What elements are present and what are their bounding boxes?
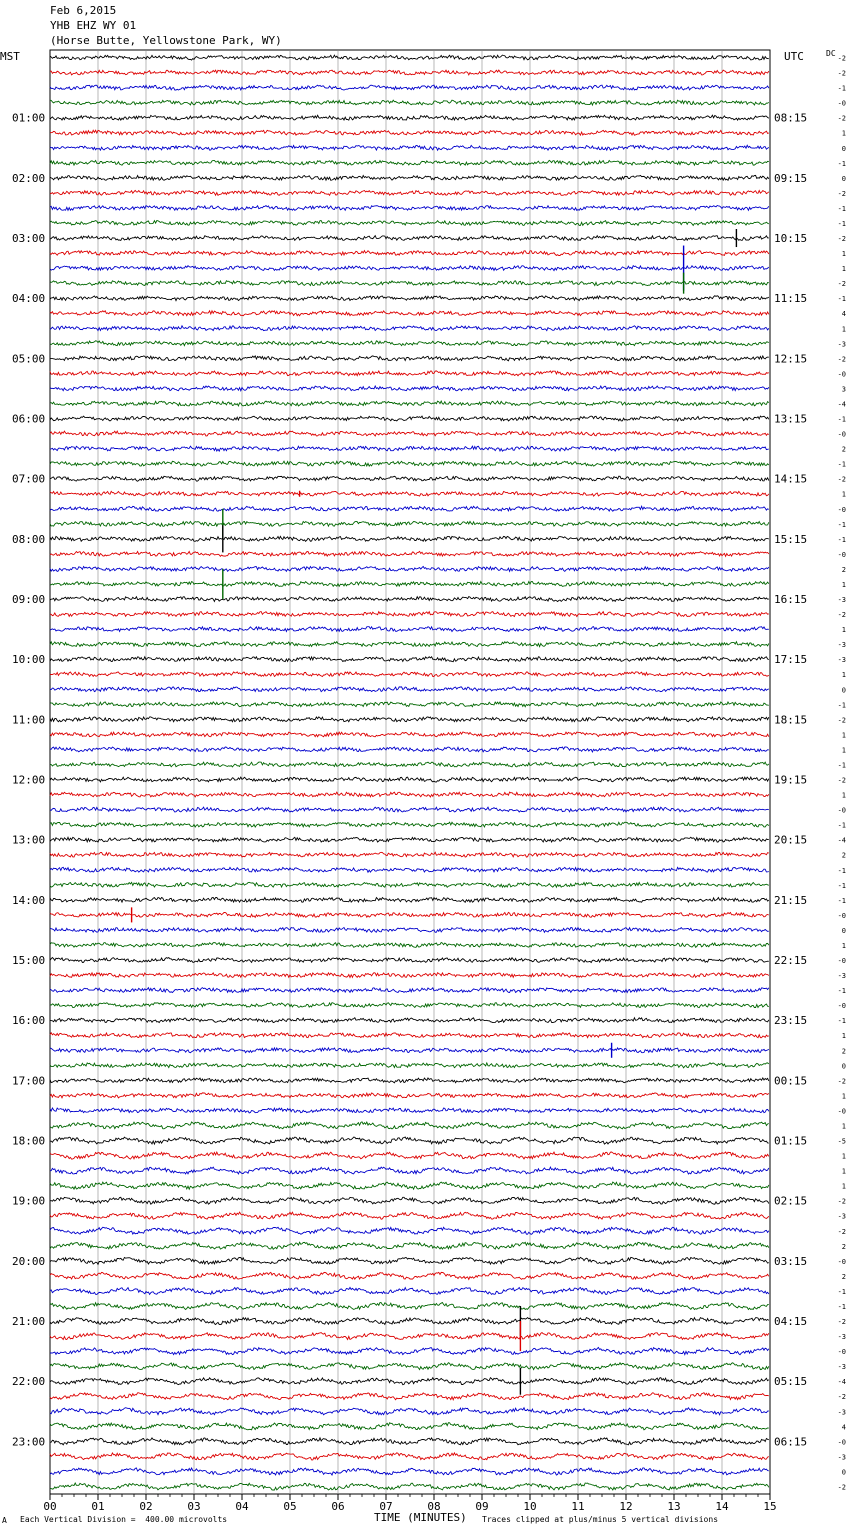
seismic-trace — [50, 717, 769, 722]
dc-offset-value: 2 — [841, 565, 846, 574]
station-code: YHB EHZ WY 01 — [50, 19, 137, 32]
left-hour-label: 08:00 — [12, 532, 46, 546]
dc-offset-value: 2 — [841, 445, 846, 454]
dc-offset-value: -0 — [837, 911, 846, 920]
seismic-trace — [50, 1483, 769, 1490]
seismic-trace — [50, 1048, 769, 1053]
seismic-trace — [50, 130, 769, 135]
left-hour-label: 06:00 — [12, 412, 46, 426]
right-hour-label: 05:15 — [774, 1375, 808, 1389]
seismic-trace — [50, 732, 769, 737]
dc-offset-value: -4 — [837, 1378, 846, 1387]
seismic-trace — [50, 822, 769, 827]
dc-offset-value: -1 — [837, 866, 846, 875]
dc-offset-value: -2 — [837, 114, 846, 123]
dc-offset-value: -2 — [837, 1318, 846, 1327]
dc-offset-value: 2 — [841, 1242, 846, 1251]
seismic-trace — [50, 100, 769, 105]
dc-offset-value: 2 — [841, 851, 846, 860]
right-hour-label: 03:15 — [774, 1254, 808, 1268]
right-hour-label: 08:15 — [774, 111, 808, 125]
right-timezone-label: UTC — [784, 50, 804, 63]
x-tick-label: 13 — [667, 1500, 681, 1513]
left-hour-label: 23:00 — [12, 1435, 46, 1449]
seismic-trace — [50, 612, 769, 617]
seismic-trace — [50, 1318, 769, 1325]
dc-offset-value: 1 — [841, 1092, 846, 1101]
dc-offset-value: -3 — [837, 656, 846, 665]
seismic-trace — [50, 461, 769, 466]
x-tick-label: 08 — [427, 1500, 441, 1513]
seismic-trace — [50, 1287, 769, 1294]
corner-mark: A — [2, 1516, 7, 1525]
left-hour-label: 11:00 — [12, 713, 46, 727]
seismic-trace — [50, 296, 769, 301]
dc-offset-header: DC — [826, 49, 836, 58]
x-tick-label: 15 — [763, 1500, 777, 1513]
seismic-trace — [50, 567, 769, 572]
seismic-trace — [50, 145, 769, 150]
seismic-trace — [50, 190, 769, 195]
dc-offset-value: -2 — [837, 69, 846, 78]
dc-offset-value: -1 — [837, 1302, 846, 1311]
dc-offset-value: 1 — [841, 490, 846, 499]
seismic-trace — [50, 431, 769, 436]
dc-offset-value: -4 — [837, 400, 846, 409]
dc-offset-value: -3 — [837, 1333, 846, 1342]
seismic-trace — [50, 446, 769, 451]
dc-offset-value: -1 — [837, 415, 846, 424]
seismic-trace — [50, 1063, 769, 1068]
left-hour-label: 14:00 — [12, 893, 46, 907]
dc-offset-value: -1 — [837, 896, 846, 905]
seismic-trace — [50, 1363, 769, 1370]
seismic-trace — [50, 386, 769, 391]
dc-offset-value: 1 — [841, 580, 846, 589]
clip-note: Traces clipped at plus/minus 5 vertical divisions — [482, 1515, 719, 1524]
seismic-trace — [50, 702, 769, 707]
dc-offset-value: -2 — [837, 280, 846, 289]
seismic-trace — [50, 371, 769, 376]
dc-offset-value: -3 — [837, 596, 846, 605]
x-axis-title: TIME (MINUTES) — [374, 1511, 467, 1524]
seismic-trace — [50, 160, 769, 165]
dc-offset-value: -0 — [837, 1257, 846, 1266]
dc-offset-value: -2 — [837, 235, 846, 244]
seismic-trace — [50, 1003, 769, 1008]
seismic-trace — [50, 582, 769, 587]
left-hour-label: 10:00 — [12, 653, 46, 667]
dc-offset-value: 1 — [841, 626, 846, 635]
dc-offset-value: -0 — [837, 1002, 846, 1011]
seismic-trace — [50, 506, 769, 511]
dc-offset-value: 1 — [841, 250, 846, 259]
seismic-trace — [50, 807, 769, 812]
dc-offset-value: -1 — [837, 761, 846, 770]
seismic-trace — [50, 536, 769, 541]
dc-offset-value: -0 — [837, 505, 846, 514]
right-hour-label: 18:15 — [774, 713, 808, 727]
dc-offset-value: -1 — [837, 535, 846, 544]
seismic-trace — [50, 416, 769, 421]
right-hour-label: 02:15 — [774, 1194, 808, 1208]
seismic-trace — [50, 1122, 769, 1129]
dc-offset-value: 1 — [841, 325, 846, 334]
dc-offset-value: -2 — [837, 1077, 846, 1086]
seismic-trace — [50, 1182, 769, 1189]
seismic-trace — [50, 1167, 769, 1174]
right-hour-label: 00:15 — [774, 1074, 808, 1088]
seismic-trace — [50, 221, 769, 226]
dc-offset-value: 0 — [841, 1468, 846, 1477]
dc-offset-value: -2 — [837, 776, 846, 785]
seismic-trace — [50, 1033, 769, 1038]
seismic-trace — [50, 837, 769, 842]
seismic-trace — [50, 1152, 769, 1159]
seismic-trace — [50, 1393, 769, 1400]
right-hour-label: 04:15 — [774, 1315, 808, 1329]
seismic-trace — [50, 175, 769, 180]
dc-offset-value: -0 — [837, 99, 846, 108]
x-tick-label: 04 — [235, 1500, 249, 1513]
seismic-trace — [50, 1108, 769, 1113]
dc-offset-value: 2 — [841, 1272, 846, 1281]
dc-offset-value: 1 — [841, 731, 846, 740]
seismic-trace — [50, 762, 769, 767]
seismic-trace — [50, 521, 769, 526]
dc-offset-value: -2 — [837, 54, 846, 63]
dc-offset-value: -1 — [837, 219, 846, 228]
seismic-trace — [50, 266, 769, 271]
x-tick-label: 10 — [523, 1500, 537, 1513]
left-hour-label: 18:00 — [12, 1134, 46, 1148]
x-tick-label: 09 — [475, 1500, 489, 1513]
x-tick-label: 11 — [571, 1500, 585, 1513]
x-tick-label: 07 — [379, 1500, 393, 1513]
dc-offset-value: -1 — [837, 1287, 846, 1296]
right-hour-label: 09:15 — [774, 171, 808, 185]
dc-offset-value: -2 — [837, 475, 846, 484]
dc-offset-value: 1 — [841, 129, 846, 138]
seismic-trace — [50, 687, 769, 692]
seismic-trace — [50, 672, 769, 677]
left-hour-label: 05:00 — [12, 352, 46, 366]
seismic-trace — [50, 1078, 769, 1083]
left-hour-label: 13:00 — [12, 833, 46, 847]
seismic-trace — [50, 1378, 769, 1385]
right-hour-label: 15:15 — [774, 532, 808, 546]
dc-offset-value: -2 — [837, 1227, 846, 1236]
dc-offset-value: 0 — [841, 174, 846, 183]
x-tick-label: 00 — [43, 1500, 57, 1513]
dc-offset-value: -3 — [837, 972, 846, 981]
seismic-trace — [50, 206, 769, 211]
dc-offset-value: -3 — [837, 641, 846, 650]
seismic-trace — [50, 852, 769, 857]
left-hour-label: 12:00 — [12, 773, 46, 787]
dc-offset-value: -2 — [837, 355, 846, 364]
dc-offset-value: -1 — [837, 821, 846, 830]
seismic-trace — [50, 958, 769, 963]
seismic-trace — [50, 882, 769, 887]
right-hour-label: 17:15 — [774, 653, 808, 667]
dc-offset-value: -1 — [837, 159, 846, 168]
dc-offset-value: 0 — [841, 926, 846, 935]
seismic-trace — [50, 1453, 769, 1460]
dc-offset-value: -3 — [837, 1453, 846, 1462]
seismic-trace — [50, 85, 769, 90]
seismic-trace — [50, 792, 769, 797]
dc-offset-value: -1 — [837, 460, 846, 469]
dc-offset-value: -0 — [837, 806, 846, 815]
left-hour-label: 16:00 — [12, 1014, 46, 1028]
seismic-trace — [50, 551, 769, 556]
dc-offset-value: -1 — [837, 520, 846, 529]
x-tick-label: 12 — [619, 1500, 633, 1513]
dc-offset-value: -3 — [837, 340, 846, 349]
left-hour-label: 03:00 — [12, 232, 46, 246]
dc-offset-value: -0 — [837, 370, 846, 379]
seismic-trace — [50, 912, 769, 917]
seismic-trace — [50, 115, 769, 120]
dc-offset-value: 0 — [841, 144, 846, 153]
seismic-trace — [50, 55, 769, 60]
dc-offset-value: -2 — [837, 1483, 846, 1492]
seismic-trace — [50, 867, 769, 872]
seismic-trace — [50, 311, 769, 316]
seismic-trace — [50, 1303, 769, 1310]
x-tick-label: 06 — [331, 1500, 345, 1513]
dc-offset-value: 1 — [841, 265, 846, 274]
seismic-trace — [50, 1257, 769, 1264]
dc-offset-value: 0 — [841, 1062, 846, 1071]
vertical-scale-note: Each Vertical Division = 400.00 microvolts — [20, 1515, 228, 1524]
seismic-trace — [50, 1438, 769, 1445]
seismic-trace — [50, 642, 769, 647]
dc-offset-value: -1 — [837, 204, 846, 213]
left-hour-label: 19:00 — [12, 1194, 46, 1208]
dc-offset-value: -0 — [837, 1348, 846, 1357]
seismic-trace — [50, 657, 769, 662]
right-hour-label: 10:15 — [774, 232, 808, 246]
dc-offset-value: -3 — [837, 1212, 846, 1221]
seismic-trace — [50, 1272, 769, 1279]
left-hour-label: 21:00 — [12, 1315, 46, 1329]
seismic-trace — [50, 236, 769, 241]
left-hour-label: 04:00 — [12, 292, 46, 306]
right-hour-label: 06:15 — [774, 1435, 808, 1449]
seismic-trace — [50, 1423, 769, 1430]
seismic-trace — [50, 341, 769, 346]
right-hour-label: 22:15 — [774, 954, 808, 968]
dc-offset-value: -0 — [837, 1107, 846, 1116]
dc-offset-value: 1 — [841, 746, 846, 755]
dc-offset-value: -1 — [837, 84, 846, 93]
seismic-trace — [50, 943, 769, 948]
left-hour-label: 02:00 — [12, 171, 46, 185]
dc-offset-value: -1 — [837, 295, 846, 304]
dc-offset-value: -0 — [837, 430, 846, 439]
seismic-trace — [50, 1227, 769, 1234]
x-tick-label: 05 — [283, 1500, 297, 1513]
dc-offset-value: 1 — [841, 1152, 846, 1161]
right-hour-label: 16:15 — [774, 593, 808, 607]
seismic-trace — [50, 1408, 769, 1415]
right-hour-label: 21:15 — [774, 893, 808, 907]
dc-offset-value: -1 — [837, 987, 846, 996]
right-hour-label: 14:15 — [774, 472, 808, 486]
station-location: (Horse Butte, Yellowstone Park, WY) — [50, 34, 282, 47]
seismic-trace — [50, 491, 769, 496]
left-timezone-label: MST — [0, 50, 20, 63]
dc-offset-value: 1 — [841, 941, 846, 950]
seismic-trace — [50, 1212, 769, 1219]
seismic-trace — [50, 1018, 769, 1023]
seismic-trace — [50, 1242, 769, 1249]
dc-offset-value: 4 — [841, 310, 846, 319]
dc-offset-value: 2 — [841, 1047, 846, 1056]
left-hour-label: 07:00 — [12, 472, 46, 486]
seismic-trace — [50, 356, 769, 361]
seismic-trace — [50, 476, 769, 481]
seismic-trace — [50, 401, 769, 406]
dc-offset-value: -2 — [837, 1197, 846, 1206]
dc-offset-value: -3 — [837, 1408, 846, 1417]
dc-offset-value: 4 — [841, 1423, 846, 1432]
right-hour-label: 19:15 — [774, 773, 808, 787]
seismic-trace — [50, 988, 769, 993]
seismic-trace — [50, 281, 769, 286]
left-hour-label: 09:00 — [12, 593, 46, 607]
seismic-trace — [50, 1093, 769, 1098]
seismic-trace — [50, 777, 769, 782]
dc-offset-value: -2 — [837, 716, 846, 725]
seismic-trace — [50, 898, 769, 903]
dc-offset-value: 0 — [841, 686, 846, 695]
dc-offset-value: -2 — [837, 189, 846, 198]
left-hour-label: 17:00 — [12, 1074, 46, 1088]
dc-offset-value: -3 — [837, 1363, 846, 1372]
seismic-trace — [50, 928, 769, 933]
right-hour-label: 12:15 — [774, 352, 808, 366]
dc-offset-value: -4 — [837, 836, 846, 845]
dc-offset-value: -2 — [837, 1393, 846, 1402]
dc-offset-value: -0 — [837, 957, 846, 966]
seismic-trace — [50, 1197, 769, 1204]
seismic-trace — [50, 747, 769, 752]
x-tick-label: 03 — [187, 1500, 201, 1513]
x-tick-label: 14 — [715, 1500, 729, 1513]
seismic-trace — [50, 1137, 769, 1144]
right-hour-label: 01:15 — [774, 1134, 808, 1148]
dc-offset-value: -2 — [837, 611, 846, 620]
seismic-trace — [50, 1348, 769, 1355]
seismic-trace — [50, 70, 769, 75]
left-hour-label: 01:00 — [12, 111, 46, 125]
x-tick-label: 02 — [139, 1500, 153, 1513]
seismic-trace — [50, 326, 769, 331]
dc-offset-value: -1 — [837, 701, 846, 710]
dc-offset-value: 3 — [841, 385, 846, 394]
right-hour-label: 13:15 — [774, 412, 808, 426]
dc-offset-value: -1 — [837, 1017, 846, 1026]
right-hour-label: 20:15 — [774, 833, 808, 847]
x-tick-label: 01 — [91, 1500, 105, 1513]
dc-offset-value: -0 — [837, 550, 846, 559]
dc-offset-value: -1 — [837, 881, 846, 890]
left-hour-label: 20:00 — [12, 1254, 46, 1268]
dc-offset-value: -5 — [837, 1137, 846, 1146]
seismic-trace — [50, 597, 769, 602]
dc-offset-value: 1 — [841, 671, 846, 680]
seismic-trace — [50, 627, 769, 632]
plot-date: Feb 6,2015 — [50, 4, 117, 17]
dc-offset-value: 1 — [841, 1167, 846, 1176]
seismic-trace — [50, 973, 769, 978]
left-hour-label: 22:00 — [12, 1375, 46, 1389]
right-hour-label: 23:15 — [774, 1014, 808, 1028]
seismic-trace — [50, 251, 769, 256]
seismic-trace — [50, 1468, 769, 1475]
dc-offset-value: 1 — [841, 1122, 846, 1131]
right-hour-label: 11:15 — [774, 292, 808, 306]
seismic-trace — [50, 1333, 769, 1340]
dc-offset-value: -0 — [837, 1438, 846, 1447]
dc-offset-value: 1 — [841, 791, 846, 800]
left-hour-label: 15:00 — [12, 954, 46, 968]
dc-offset-value: 1 — [841, 1032, 846, 1041]
dc-offset-value: 1 — [841, 1182, 846, 1191]
